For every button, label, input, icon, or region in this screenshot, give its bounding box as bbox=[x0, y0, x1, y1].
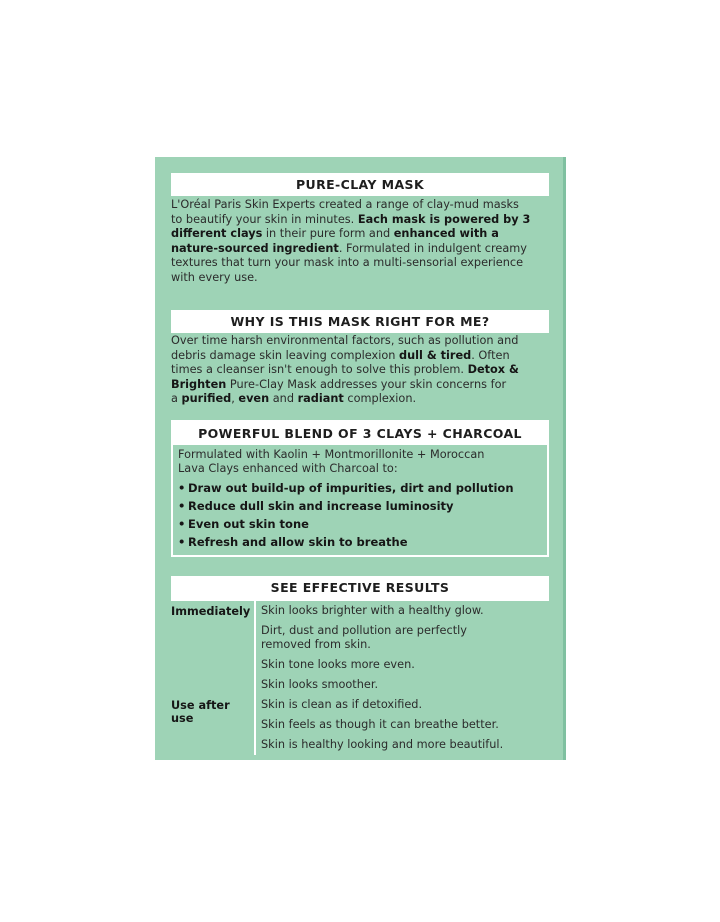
intro-line-3c: enhanced with a bbox=[393, 227, 499, 241]
clay-blend-box bbox=[171, 420, 549, 557]
results-group-label: Use after use bbox=[171, 695, 256, 755]
why-line-2b: dull & tired bbox=[399, 348, 472, 362]
bullet-icon: • bbox=[178, 498, 186, 513]
results-items bbox=[256, 601, 549, 695]
intro-line-2a: to beautify your skin in minutes. bbox=[171, 212, 358, 226]
why-line-5e: and bbox=[269, 392, 298, 406]
why-line-4b: Pure-Clay Mask addresses your skin concerns for bbox=[226, 377, 507, 391]
clay-blend-body bbox=[173, 445, 547, 555]
result-item: Dirt, dust and pollution are perfectly removed from skin. bbox=[261, 624, 467, 651]
result-item: Skin looks smoother. bbox=[261, 678, 379, 691]
why-mask-description bbox=[171, 334, 551, 407]
benefit-text: Refresh and allow skin to breathe bbox=[188, 534, 408, 549]
intro-line-6: with every use. bbox=[171, 270, 258, 284]
clay-blend-heading: POWERFUL BLEND OF 3 CLAYS + CHARCOAL bbox=[173, 422, 547, 445]
result-item: Skin is healthy looking and more beautiful. bbox=[261, 738, 504, 751]
benefit-item bbox=[178, 515, 542, 533]
why-line-2c: . Often bbox=[471, 348, 510, 362]
pure-clay-mask-description bbox=[171, 198, 551, 286]
bullet-icon: • bbox=[178, 480, 186, 495]
intro-line-3b: in their pure form and bbox=[262, 227, 394, 241]
why-line-5g: complexion. bbox=[343, 392, 417, 406]
why-line-5a: a bbox=[171, 392, 182, 406]
intro-line-4a: nature-sourced ingredient bbox=[171, 241, 339, 255]
results-group-use-after-use bbox=[171, 695, 549, 755]
results-group-label: Immediately bbox=[171, 601, 256, 695]
intro-line-5: textures that turn your mask into a multi-sensorial experience bbox=[171, 256, 524, 270]
benefits-list bbox=[178, 479, 542, 551]
why-line-5c: , bbox=[231, 392, 239, 406]
bullet-icon: • bbox=[178, 534, 186, 549]
blend-line-2: Lava Clays enhanced with Charcoal to: bbox=[178, 462, 398, 476]
why-line-5f: radiant bbox=[297, 392, 344, 406]
result-item: Skin tone looks more even. bbox=[261, 658, 415, 671]
benefit-item bbox=[178, 497, 542, 515]
benefit-text: Reduce dull skin and increase luminosity bbox=[188, 498, 454, 513]
why-line-5b: purified bbox=[181, 392, 232, 406]
intro-line-3a: different clays bbox=[171, 227, 263, 241]
why-line-4a: Brighten bbox=[171, 377, 227, 391]
results-group-immediately bbox=[171, 601, 549, 695]
results-items bbox=[256, 695, 549, 755]
benefit-item bbox=[178, 533, 542, 551]
benefit-text: Even out skin tone bbox=[188, 516, 309, 531]
results-heading: SEE EFFECTIVE RESULTS bbox=[171, 576, 549, 599]
why-mask-heading: WHY IS THIS MASK RIGHT FOR ME? bbox=[171, 310, 549, 333]
why-line-3b: Detox & bbox=[467, 363, 519, 377]
benefit-item bbox=[178, 479, 542, 497]
intro-line-1: L'Oréal Paris Skin Experts created a range of clay-mud masks bbox=[171, 198, 519, 211]
why-line-1: Over time harsh environmental factors, such as pollution and bbox=[171, 334, 519, 347]
why-line-3a: times a cleanser isn't enough to solve this problem. bbox=[171, 363, 468, 377]
why-line-5d: even bbox=[238, 392, 270, 406]
why-line-2a: debris damage skin leaving complexion bbox=[171, 348, 400, 362]
result-item: Skin feels as though it can breathe better. bbox=[261, 718, 499, 731]
result-item: Skin looks brighter with a healthy glow. bbox=[261, 604, 484, 617]
intro-line-2b: Each mask is powered by 3 bbox=[357, 212, 531, 226]
results-section bbox=[171, 576, 549, 755]
pure-clay-mask-heading: PURE-CLAY MASK bbox=[171, 173, 549, 196]
blend-line-1: Formulated with Kaolin + Montmorillonite + Moroccan bbox=[178, 448, 485, 461]
product-info-panel bbox=[155, 157, 566, 760]
results-table bbox=[171, 599, 549, 755]
bullet-icon: • bbox=[178, 516, 186, 531]
intro-line-4b: . Formulated in indulgent creamy bbox=[338, 241, 527, 255]
result-item: Skin is clean as if detoxified. bbox=[261, 698, 423, 711]
benefit-text: Draw out build-up of impurities, dirt and pollution bbox=[188, 480, 514, 495]
